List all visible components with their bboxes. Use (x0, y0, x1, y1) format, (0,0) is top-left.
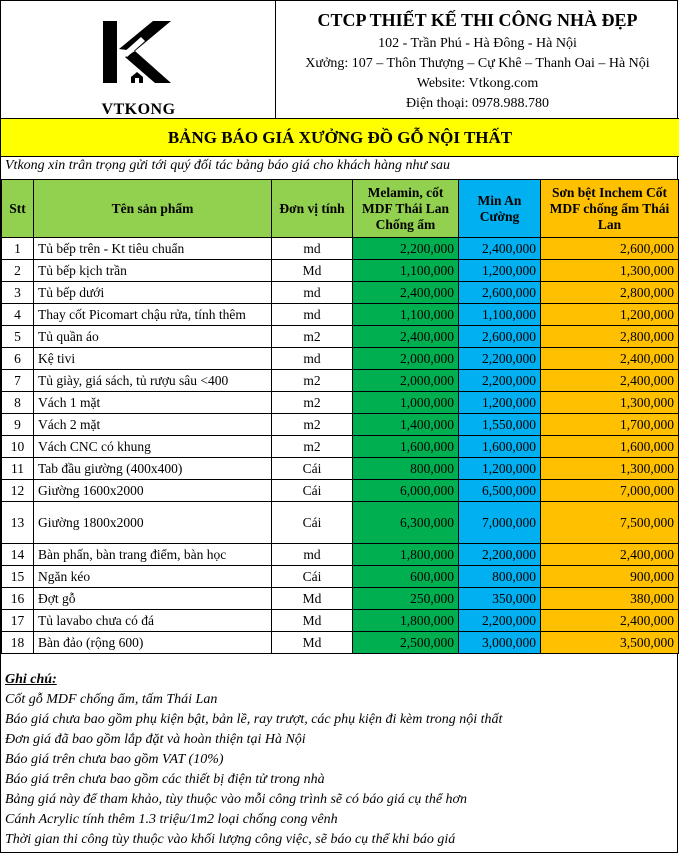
table-row (2, 326, 679, 348)
cell-price-inchem: 7,000,000 (541, 480, 679, 502)
cell-unit: Cái (272, 458, 353, 480)
cell-stt: 1 (2, 238, 34, 260)
cell-price-inchem: 1,300,000 (541, 392, 679, 414)
cell-unit: Md (272, 610, 353, 632)
company-info (276, 1, 679, 119)
cell-unit: Md (272, 632, 353, 654)
cell-price-inchem: 2,400,000 (541, 370, 679, 392)
cell-price-melamin: 1,800,000 (353, 610, 459, 632)
cell-stt: 11 (2, 458, 34, 480)
cell-unit: m2 (272, 326, 353, 348)
cell-stt: 14 (2, 544, 34, 566)
cell-product-name: Tủ giày, giá sách, tủ rượu sâu <400 (34, 370, 272, 392)
cell-price-inchem: 2,800,000 (541, 282, 679, 304)
cell-product-name: Vách 1 mặt (34, 392, 272, 414)
cell-price-inchem: 1,300,000 (541, 458, 679, 480)
note-line: Báo giá trên chưa bao gồm các thiết bị điện tử trong nhà (5, 772, 325, 787)
cell-stt: 6 (2, 348, 34, 370)
header-product-name: Tên sản phẩm (34, 180, 272, 238)
cell-unit: Cái (272, 502, 353, 544)
cell-stt: 18 (2, 632, 34, 654)
cell-product-name: Bàn phấn, bàn trang điểm, bàn học (34, 544, 272, 566)
cell-price-an-cuong: 1,100,000 (459, 304, 541, 326)
cell-price-inchem: 1,300,000 (541, 260, 679, 282)
cell-price-melamin: 2,500,000 (353, 632, 459, 654)
cell-stt: 4 (2, 304, 34, 326)
cell-product-name: Giường 1800x2000 (34, 502, 272, 544)
cell-unit: m2 (272, 392, 353, 414)
cell-stt: 12 (2, 480, 34, 502)
header-price-inchem: Sơn bệt Inchem Cốt MDF chống ẩm Thái Lan (541, 180, 679, 238)
cell-stt: 3 (2, 282, 34, 304)
cell-product-name: Tủ bếp trên - Kt tiêu chuẩn (34, 238, 272, 260)
cell-product-name: Tủ bếp dưới (34, 282, 272, 304)
company-address: 102 - Trần Phú - Hà Đông - Hà Nội (378, 36, 577, 51)
cell-unit: m2 (272, 370, 353, 392)
cell-unit: Md (272, 588, 353, 610)
cell-unit: Cái (272, 480, 353, 502)
cell-price-inchem: 1,600,000 (541, 436, 679, 458)
table-row (2, 392, 679, 414)
table-row (2, 260, 679, 282)
cell-price-melamin: 1,400,000 (353, 414, 459, 436)
cell-stt: 5 (2, 326, 34, 348)
cell-price-inchem: 2,800,000 (541, 326, 679, 348)
logo-area (1, 1, 276, 119)
header-price-melamin: Melamin, cốt MDF Thái Lan Chống ẩm (353, 180, 459, 238)
brand-name: VTKONG (101, 101, 176, 118)
cell-price-melamin: 6,300,000 (353, 502, 459, 544)
cell-stt: 9 (2, 414, 34, 436)
cell-price-melamin: 1,800,000 (353, 544, 459, 566)
cell-product-name: Tủ lavabo chưa có đá (34, 610, 272, 632)
cell-price-an-cuong: 2,200,000 (459, 348, 541, 370)
cell-stt: 2 (2, 260, 34, 282)
cell-price-melamin: 600,000 (353, 566, 459, 588)
cell-price-melamin: 2,400,000 (353, 282, 459, 304)
cell-price-inchem: 900,000 (541, 566, 679, 588)
cell-unit: md (272, 348, 353, 370)
cell-price-melamin: 1,100,000 (353, 304, 459, 326)
document-title: BẢNG BÁO GIÁ XƯỞNG ĐỒ GỖ NỘI THẤT (1, 119, 679, 157)
table-row (2, 436, 679, 458)
notes-section (5, 670, 502, 850)
cell-product-name: Vách 2 mặt (34, 414, 272, 436)
cell-price-melamin: 2,000,000 (353, 370, 459, 392)
cell-product-name: Kệ tivi (34, 348, 272, 370)
note-line: Thời gian thi công tùy thuộc vào khối lượng công việc, sẽ báo cụ thể khi báo giá (5, 832, 456, 847)
table-header-row (2, 180, 679, 238)
cell-price-an-cuong: 1,200,000 (459, 260, 541, 282)
cell-price-melamin: 6,000,000 (353, 480, 459, 502)
cell-price-an-cuong: 800,000 (459, 566, 541, 588)
cell-price-an-cuong: 2,200,000 (459, 544, 541, 566)
cell-price-an-cuong: 2,600,000 (459, 326, 541, 348)
cell-price-inchem: 1,700,000 (541, 414, 679, 436)
notes-title: Ghi chú: (5, 672, 57, 687)
header-price-an-cuong: Min An Cường (459, 180, 541, 238)
note-line: Bảng giá này để tham khảo, tùy thuộc vào mỗi công trình sẽ có báo giá cụ thể hơn (5, 792, 467, 807)
cell-price-inchem: 380,000 (541, 588, 679, 610)
cell-price-melamin: 1,000,000 (353, 392, 459, 414)
cell-price-melamin: 250,000 (353, 588, 459, 610)
cell-price-melamin: 800,000 (353, 458, 459, 480)
cell-price-an-cuong: 1,550,000 (459, 414, 541, 436)
note-line: Báo giá trên chưa bao gồm VAT (10%) (5, 752, 224, 767)
cell-price-an-cuong: 2,200,000 (459, 370, 541, 392)
company-name: CTCP THIẾT KẾ THI CÔNG NHÀ ĐẸP (317, 10, 638, 30)
cell-price-melamin: 1,600,000 (353, 436, 459, 458)
cell-price-inchem: 2,400,000 (541, 610, 679, 632)
table-row (2, 544, 679, 566)
cell-product-name: Đợt gỗ (34, 588, 272, 610)
cell-price-an-cuong: 7,000,000 (459, 502, 541, 544)
note-line: Báo giá chưa bao gồm phụ kiện bật, bản lề, ray trượt, các phụ kiện đi kèm trong nội thất (5, 712, 503, 727)
cell-price-inchem: 2,600,000 (541, 238, 679, 260)
cell-unit: m2 (272, 414, 353, 436)
cell-stt: 10 (2, 436, 34, 458)
cell-stt: 17 (2, 610, 34, 632)
cell-price-an-cuong: 6,500,000 (459, 480, 541, 502)
cell-price-melamin: 2,200,000 (353, 238, 459, 260)
cell-unit: md (272, 544, 353, 566)
company-workshop: Xưởng: 107 – Thôn Thượng – Cự Khê – Thanh Oai – Hà Nội (305, 56, 650, 71)
note-line: Đơn giá đã bao gồm lắp đặt và hoàn thiện tại Hà Nội (5, 732, 306, 747)
cell-price-an-cuong: 2,600,000 (459, 282, 541, 304)
cell-product-name: Thay cốt Picomart chậu rửa, tính thêm (34, 304, 272, 326)
cell-price-an-cuong: 3,000,000 (459, 632, 541, 654)
vtkong-logo-icon (97, 17, 177, 87)
cell-stt: 8 (2, 392, 34, 414)
cell-unit: md (272, 282, 353, 304)
cell-unit: m2 (272, 436, 353, 458)
cell-price-an-cuong: 1,200,000 (459, 458, 541, 480)
cell-price-an-cuong: 2,400,000 (459, 238, 541, 260)
table-row (2, 632, 679, 654)
cell-price-an-cuong: 2,200,000 (459, 610, 541, 632)
header-stt: Stt (2, 180, 34, 238)
cell-product-name: Tủ quần áo (34, 326, 272, 348)
company-website: Website: Vtkong.com (416, 76, 539, 91)
cell-price-an-cuong: 1,600,000 (459, 436, 541, 458)
cell-stt: 16 (2, 588, 34, 610)
cell-product-name: Vách CNC có khung (34, 436, 272, 458)
table-row (2, 348, 679, 370)
price-table (1, 179, 679, 654)
table-row (2, 610, 679, 632)
company-phone: Điện thoại: 0978.988.780 (405, 96, 550, 111)
cell-unit: md (272, 238, 353, 260)
cell-unit: Cái (272, 566, 353, 588)
cell-product-name: Tab đầu giường (400x400) (34, 458, 272, 480)
table-row (2, 370, 679, 392)
cell-product-name: Giường 1600x2000 (34, 480, 272, 502)
note-line: Cánh Acrylic tính thêm 1.3 triệu/1m2 loại chống cong vênh (5, 812, 338, 827)
letterhead (1, 1, 679, 119)
note-line: Cốt gỗ MDF chống ẩm, tấm Thái Lan (5, 692, 218, 707)
cell-price-melamin: 2,000,000 (353, 348, 459, 370)
header-unit: Đơn vị tính (272, 180, 353, 238)
cell-unit: md (272, 304, 353, 326)
cell-price-an-cuong: 350,000 (459, 588, 541, 610)
cell-stt: 15 (2, 566, 34, 588)
cell-price-inchem: 1,200,000 (541, 304, 679, 326)
cell-price-inchem: 7,500,000 (541, 502, 679, 544)
cell-price-melamin: 1,100,000 (353, 260, 459, 282)
cell-product-name: Ngăn kéo (34, 566, 272, 588)
cell-price-inchem: 2,400,000 (541, 348, 679, 370)
cell-product-name: Tủ bếp kịch trần (34, 260, 272, 282)
intro-text: Vtkong xin trân trọng gửi tới quý đối tác bảng báo giá cho khách hàng như sau (5, 158, 451, 173)
cell-price-melamin: 2,400,000 (353, 326, 459, 348)
table-row (2, 304, 679, 326)
cell-price-inchem: 2,400,000 (541, 544, 679, 566)
cell-price-inchem: 3,500,000 (541, 632, 679, 654)
cell-stt: 13 (2, 502, 34, 544)
table-row (2, 458, 679, 480)
table-row (2, 282, 679, 304)
cell-unit: Md (272, 260, 353, 282)
table-row (2, 588, 679, 610)
table-row (2, 414, 679, 436)
table-row (2, 480, 679, 502)
table-row (2, 502, 679, 544)
table-row (2, 566, 679, 588)
cell-stt: 7 (2, 370, 34, 392)
table-row (2, 238, 679, 260)
cell-product-name: Bàn đảo (rộng 600) (34, 632, 272, 654)
cell-price-an-cuong: 1,200,000 (459, 392, 541, 414)
